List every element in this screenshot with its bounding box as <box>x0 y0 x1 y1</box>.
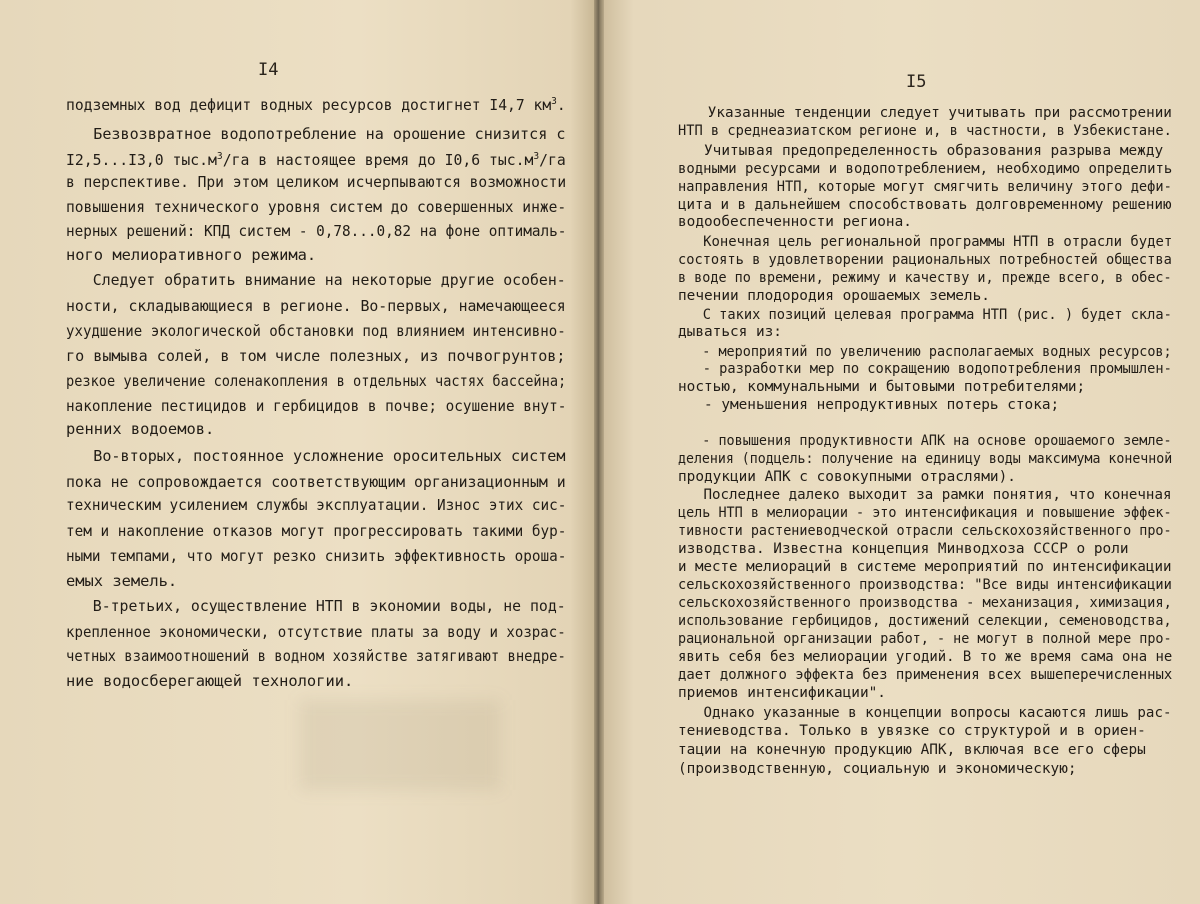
left-line-9: ности, складывающиеся в регионе. Во-первых, намечающееся <box>66 297 566 315</box>
right-page-number: I5 <box>906 72 927 92</box>
left-page-number: I4 <box>258 60 279 80</box>
right-line-20: продукции АПК с совокупными отраслями). <box>678 469 1016 485</box>
left-line-20: емых земель. <box>66 572 178 590</box>
right-line-12: С таких позиций целевая программа НТП (рис. ) будет скла- <box>678 307 1172 323</box>
right-line-10: в воде по времени, режиму и качеству и, прежде всего, в обес- <box>678 270 1172 286</box>
right-line-23: тивности растениеводческой отрасли сельскохозяйственного про- <box>678 523 1172 539</box>
left-line-7: ного мелиоративного режима. <box>66 246 317 264</box>
right-line-26: сельскохозяйственного производства: "Все виды интенсификации <box>678 577 1172 593</box>
right-line-2: НТП в среднеазиатском регионе и, в частности, в Узбекистане. <box>678 123 1172 139</box>
left-line-3: I2,5...I3,0 $тыс.м^3/га$ в настоящее время до I0,6 $тыс.м^3/га$ <box>66 151 566 169</box>
right-line-21: Последнее далеко выходит за рамки понятия, что конечная <box>678 487 1172 503</box>
right-line-19: деления (подцель: получение на единицу воды максимума конечной <box>678 451 1173 467</box>
left-line-5: повышения технического уровня систем до совершенных инже- <box>66 198 567 216</box>
show-through-shadow <box>300 700 500 790</box>
right-line-22: цель НТП в мелиорации - это интенсификация и повышение эффек- <box>678 505 1172 521</box>
left-page <box>0 0 594 904</box>
left-line-6: нерных решений: КПД систем - 0,78...0,82 на фоне оптималь- <box>66 222 567 240</box>
right-line-1: Указанные тенденции следует учитывать при рассмотрении <box>682 105 1172 121</box>
right-line-24: изводства. Известна концепция Минводхоза СССР о роли <box>678 541 1129 557</box>
right-line-25: и месте мелиораций в системе мероприятий по интенсификации <box>678 559 1172 575</box>
right-line-28: использование гербицидов, достижений селекции, семеноводства, <box>678 613 1172 629</box>
right-line-35: тации на конечную продукцию АПК, включая все его сферы <box>678 742 1146 758</box>
right-line-4: водными ресурсами и водопотреблением, необходимо определить <box>678 161 1173 177</box>
left-line-4: в перспективе. При этом целиком исчерпываются возможности <box>66 173 567 191</box>
right-line-27: сельскохозяйственного производства - механизация, химизация, <box>678 595 1172 611</box>
left-line-11: го вымыва солей, в том числе полезных, из почвогрунтов; <box>66 347 566 365</box>
right-line-29: рациональной организации работ, - не могут в полной мере про- <box>678 631 1172 647</box>
right-line-13: дываться из: <box>678 324 782 340</box>
book-gutter <box>594 0 604 904</box>
left-line-17: техническим усилением службы эксплуатации. Износ этих сис- <box>66 496 567 514</box>
right-line-15: - разработки мер по сокращению водопотребления промышлен- <box>678 361 1172 377</box>
right-line-11: печении плодородия орошаемых земель. <box>678 288 990 304</box>
right-line-33: Однако указанные в концепции вопросы касаются лишь рас- <box>678 705 1172 721</box>
right-line-7: водообеспеченности региона. <box>678 214 912 230</box>
left-line-13: накопление пестицидов и гербицидов в почве; осушение внут- <box>66 397 567 415</box>
right-line-36: (производственную, социальную и экономическую; <box>678 761 1077 777</box>
left-line-21: В-третьих, осуществление НТП в экономии воды, не под- <box>66 597 566 615</box>
left-line-12: резкое увеличение соленакопления в отдельных частях бассейна; <box>66 372 567 390</box>
right-line-30: явить себя без мелиорации угодий. В то же время сама она не <box>678 649 1173 665</box>
left-line-23: четных взаимоотношений в водном хозяйстве затягивают внедре- <box>66 647 566 665</box>
left-line-15: Во-вторых, постоянное усложнение оросительных систем <box>66 447 566 465</box>
left-line-22: крепленное экономически, отсутствие платы за воду и хозрас- <box>66 623 566 641</box>
right-line-3: Учитывая предопределенность образования разрыва между <box>678 143 1164 159</box>
right-line-31: дает должного эффекта без применения всех вышеперечисленных <box>678 667 1173 683</box>
right-line-6: цита и в дальнейшем способствовать долговременному решению <box>678 197 1172 213</box>
right-page <box>604 0 1200 904</box>
left-line-8: Следует обратить внимание на некоторые другие особен- <box>66 271 566 289</box>
right-line-16: ностью, коммунальными и бытовыми потребителями; <box>678 379 1086 395</box>
left-line-2: Безвозвратное водопотребление на орошение снизится с <box>66 125 566 143</box>
right-line-18: - повышения продуктивности АПК на основе орошаемого земле- <box>678 433 1172 449</box>
right-line-8: Конечная цель региональной программы НТП в отрасли будет <box>678 234 1173 250</box>
left-line-19: ными темпами, что могут резко снизить эффективность ороша- <box>66 547 567 565</box>
left-line-10: ухудшение экологической обстановки под влиянием интенсивно- <box>66 322 566 340</box>
right-line-17: - уменьшения непродуктивных потерь стока; <box>678 397 1060 413</box>
left-line-24: ние водосберегающей технологии. <box>66 672 354 690</box>
right-line-32: приемов интенсификации". <box>678 685 886 701</box>
right-line-5: направления НТП, которые могут смягчить величину этого дефи- <box>678 179 1172 195</box>
right-line-14: - мероприятий по увеличению располагаемых водных ресурсов; <box>678 344 1172 360</box>
left-line-18: тем и накопление отказов могут прогрессировать такими бур- <box>66 522 567 540</box>
right-line-9: состоять в удовлетворении рациональных потребностей общества <box>678 252 1172 268</box>
left-line-16: пока не сопровождается соответствующим организационным и <box>66 473 566 491</box>
left-line-14: ренних водоемов. <box>66 420 215 438</box>
left-line-1: подземных вод дефицит водных ресурсов достигнет I4,7 $км^3$. <box>66 96 566 114</box>
right-line-34: тениеводства. Только в увязке со структурой и в ориен- <box>678 723 1146 739</box>
